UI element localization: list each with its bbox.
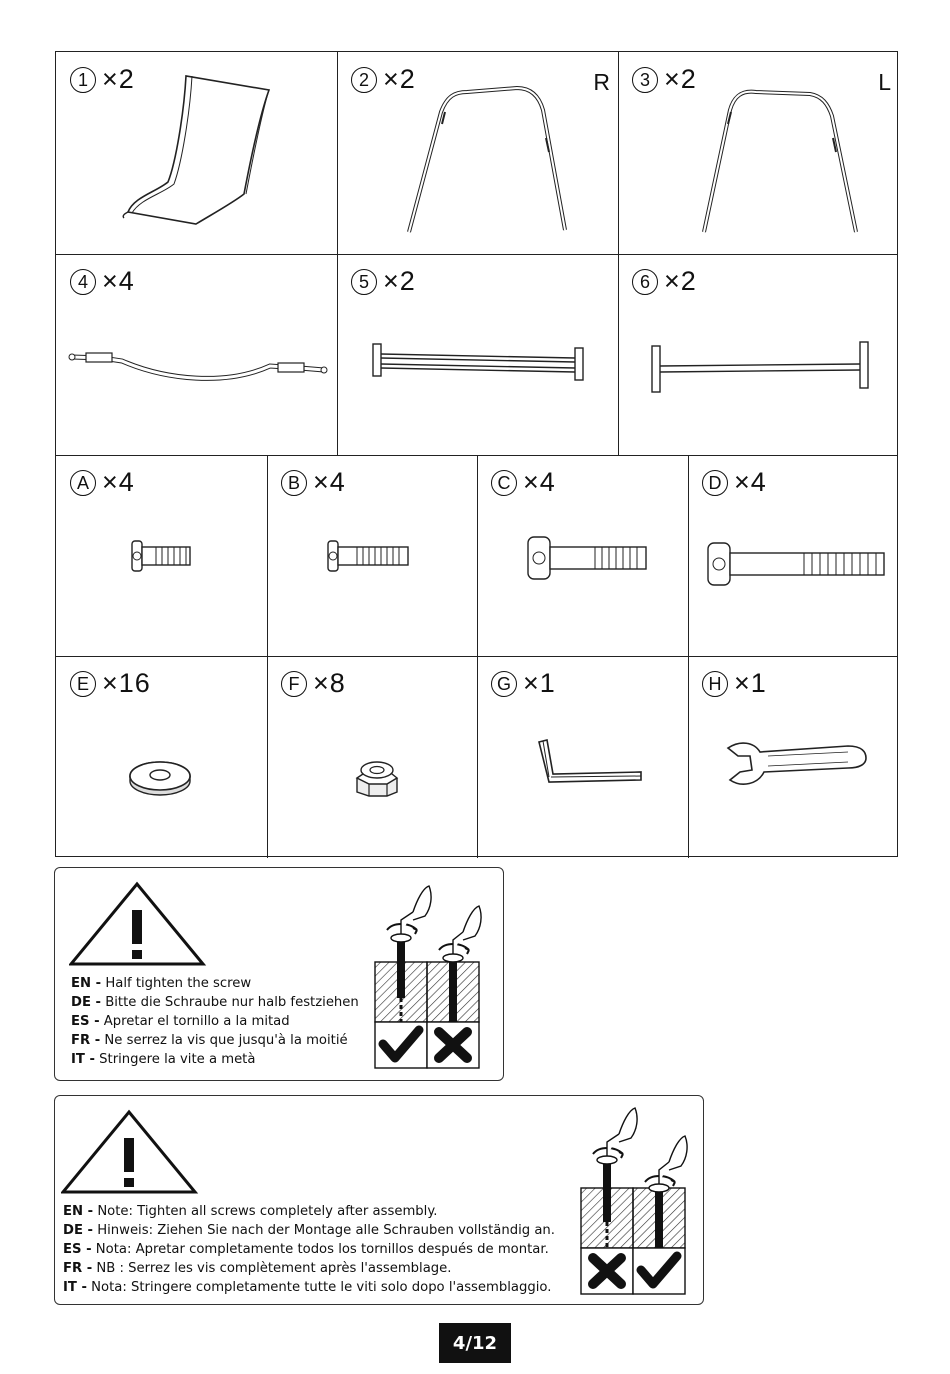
- half-tighten-diagram-icon: [373, 876, 483, 1070]
- warning2-line-de: DE - Hinweis: Ziehen Sie nach der Montage alle Schrauben vollständig an.: [63, 1223, 555, 1238]
- allen-key-illustration: [477, 656, 688, 858]
- part-count: ×2: [102, 64, 135, 94]
- warning1-line-fr: FR - Ne serrez la vis que jusqu'à la moitié: [71, 1033, 348, 1048]
- left-frame-illustration: [618, 52, 899, 254]
- hardware-row-1: [56, 455, 897, 656]
- double-crossbar-illustration: [337, 254, 618, 455]
- hardware-cell-B: [267, 455, 477, 656]
- part-id-badge: 5: [351, 269, 377, 295]
- part-cell-4: [56, 254, 337, 455]
- warning1-text: [71, 974, 359, 1069]
- part-count: ×2: [383, 266, 416, 296]
- warning1-line-es: ES - Apretar el tornillo a la mitad: [71, 1014, 290, 1029]
- parts-grid: [55, 51, 898, 857]
- hardware-cell-A: [56, 455, 267, 656]
- part-id-badge: H: [702, 671, 728, 697]
- parts-row-2: [56, 254, 897, 455]
- hardware-cell-F: [267, 656, 477, 858]
- right-frame-illustration: [337, 52, 618, 254]
- part-cell-1: [56, 52, 337, 254]
- part-cell-2: [337, 52, 618, 254]
- warning2-line-es: ES - Nota: Apretar completamente todos los tornillos después de montar.: [63, 1242, 549, 1257]
- parts-row-1: [56, 52, 897, 254]
- part-count: ×4: [102, 467, 135, 497]
- wrench-illustration: [688, 656, 899, 858]
- bolt-a-illustration: [56, 455, 267, 656]
- part-id-badge: D: [702, 470, 728, 496]
- bolt-d-illustration: [688, 455, 899, 656]
- part-id-badge: A: [70, 470, 96, 496]
- part-id-badge: B: [281, 470, 307, 496]
- part-count: ×1: [523, 668, 556, 698]
- part-id-badge: G: [491, 671, 517, 697]
- part-count: ×16: [102, 668, 151, 698]
- part-id-badge: 6: [632, 269, 658, 295]
- warning2-text: [63, 1202, 555, 1297]
- part-id-badge: E: [70, 671, 96, 697]
- seat-sling-illustration: [56, 52, 337, 254]
- single-crossbar-illustration: [618, 254, 899, 455]
- warning-triangle-icon: [69, 880, 209, 970]
- warning-tighten-all: [54, 1095, 704, 1305]
- warning1-line-de: DE - Bitte die Schraube nur halb festziehen: [71, 995, 359, 1010]
- warning-triangle-icon: [61, 1108, 201, 1198]
- part-count: ×2: [664, 266, 697, 296]
- hardware-cell-H: [688, 656, 899, 858]
- warning2-line-fr: FR - NB : Serrez les vis complètement après l'assemblage.: [63, 1261, 452, 1276]
- part-count: ×2: [664, 64, 697, 94]
- hardware-cell-G: [477, 656, 688, 858]
- part-id-badge: 2: [351, 67, 377, 93]
- part-id-badge: F: [281, 671, 307, 697]
- side-label-left: L: [878, 69, 891, 95]
- part-count: ×1: [734, 668, 767, 698]
- part-id-badge: C: [491, 470, 517, 496]
- hardware-cell-C: [477, 455, 688, 656]
- part-count: ×4: [313, 467, 346, 497]
- hardware-cell-E: [56, 656, 267, 858]
- page-number: 4/12: [439, 1323, 511, 1363]
- warning1-line-it: IT - Stringere la vite a metà: [71, 1052, 256, 1067]
- part-count: ×2: [383, 64, 416, 94]
- warning2-line-en: EN - Note: Tighten all screws completely after assembly.: [63, 1204, 438, 1219]
- part-count: ×8: [313, 668, 346, 698]
- part-count: ×4: [734, 467, 767, 497]
- part-count: ×4: [102, 266, 135, 296]
- warning-half-tighten: [54, 867, 504, 1081]
- bolt-c-illustration: [477, 455, 688, 656]
- hardware-row-2: [56, 656, 897, 858]
- hardware-cell-D: [688, 455, 899, 656]
- bolt-b-illustration: [267, 455, 477, 656]
- part-id-badge: 4: [70, 269, 96, 295]
- part-id-badge: 1: [70, 67, 96, 93]
- part-count: ×4: [523, 467, 556, 497]
- part-cell-3: [618, 52, 899, 254]
- curved-bar-illustration: [56, 254, 337, 455]
- part-id-badge: 3: [632, 67, 658, 93]
- washer-illustration: [56, 656, 267, 858]
- part-cell-5: [337, 254, 618, 455]
- side-label-right: R: [593, 69, 610, 95]
- full-tighten-diagram-icon: [579, 1102, 689, 1298]
- warning2-line-it: IT - Nota: Stringere completamente tutte le viti solo dopo l'assemblaggio.: [63, 1280, 552, 1295]
- lock-nut-illustration: [267, 656, 477, 858]
- part-cell-6: [618, 254, 899, 455]
- warning1-line-en: EN - Half tighten the screw: [71, 976, 252, 991]
